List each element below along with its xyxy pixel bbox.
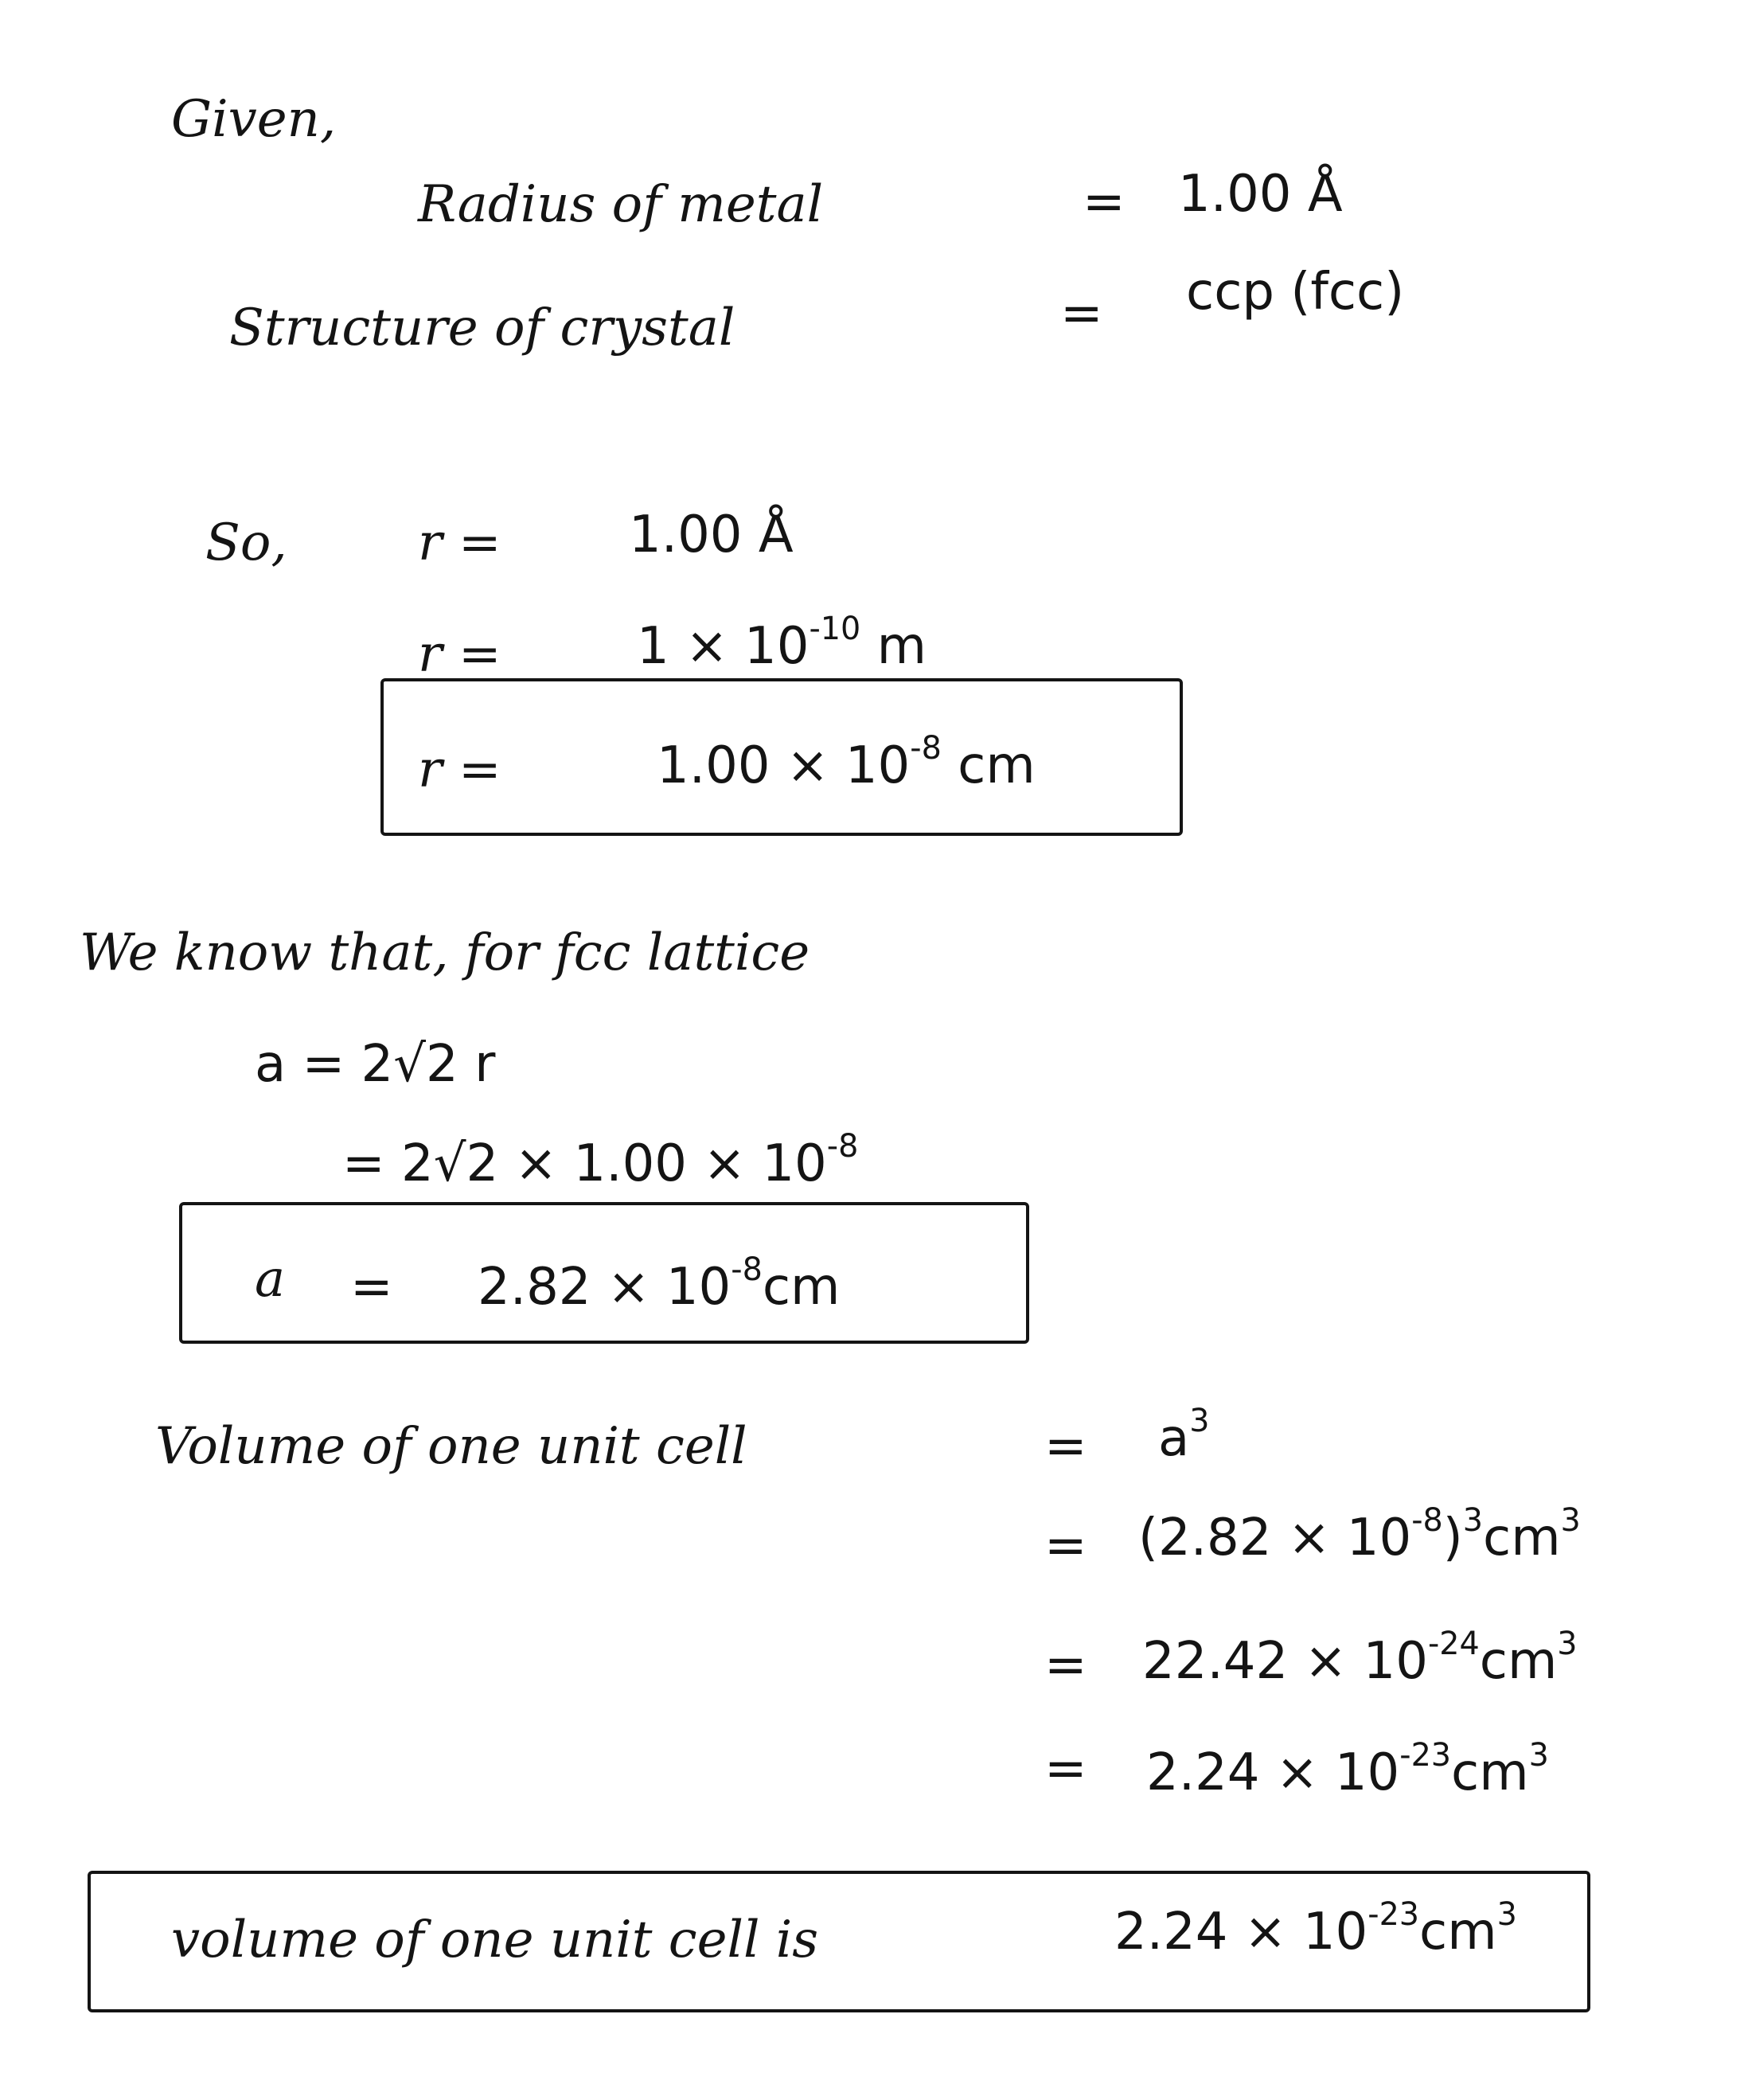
radius-line3-lhs: r = xyxy=(418,740,501,799)
edge-result-lhs: a xyxy=(255,1250,286,1309)
fcc-edge-formula: a = 2√2 r xyxy=(255,1035,496,1094)
radius-line2-value: $1 \times 10^{-10}$ m xyxy=(637,611,927,676)
equals-sign: = xyxy=(1044,1636,1087,1695)
structure-label: Structure of crystal xyxy=(229,299,735,357)
radius-label: Radius of metal xyxy=(418,175,824,234)
radius-line1-lhs: r = xyxy=(418,513,501,572)
edge-result-value: $2.82 \times 10^{-8}cm$ xyxy=(478,1251,841,1317)
volume-step1: $a^3$ xyxy=(1158,1403,1210,1468)
structure-value: ccp (fcc) xyxy=(1186,263,1405,322)
equals-sign: = xyxy=(1060,284,1103,343)
volume-label: Volume of one unit cell xyxy=(155,1417,747,1476)
volume-step4: $2.24 \times 10^{-23}cm^3$ xyxy=(1146,1737,1549,1802)
fcc-edge-substitution: = $2√2 \times 1.00 \times 10^{-8}$ xyxy=(342,1128,859,1193)
radius-value: 1.00 Å xyxy=(1178,165,1343,224)
volume-step2: $(2.82 \times 10^{-8})^3cm^3$ xyxy=(1138,1502,1581,1567)
equals-sign: = xyxy=(1044,1516,1087,1575)
radius-line1-rhs: 1.00 Å xyxy=(629,505,794,564)
radius-line2-lhs: r = xyxy=(418,625,501,684)
volume-step3: $22.42 \times 10^{-24}cm^3$ xyxy=(1142,1626,1578,1691)
final-answer-label: volume of one unit cell is xyxy=(171,1911,819,1969)
final-answer-value: $2.24 \times 10^{-23}cm^3$ xyxy=(1114,1896,1517,1961)
equals-sign: = xyxy=(1044,1417,1087,1476)
so-prefix: So, xyxy=(205,513,287,572)
given-heading: Given, xyxy=(171,90,337,149)
equals-sign: = xyxy=(1044,1739,1087,1798)
fcc-intro: We know that, for fcc lattice xyxy=(80,923,810,982)
equals-sign: = xyxy=(350,1258,393,1317)
radius-line3-value: $1.00 \times 10^{-8}$ cm xyxy=(657,730,1036,795)
equals-sign: = xyxy=(1083,173,1126,232)
